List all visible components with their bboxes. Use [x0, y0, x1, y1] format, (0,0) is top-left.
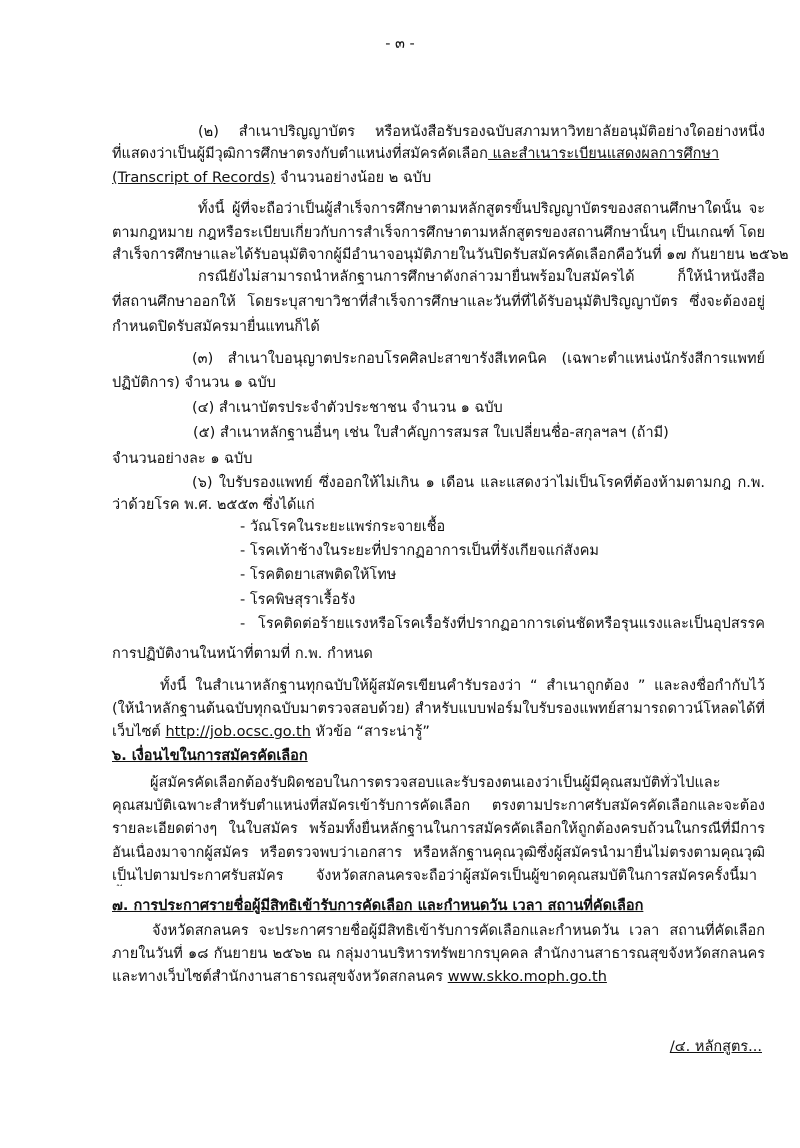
item-6-line: ว่าด้วยโรค พ.ศ. ๒๕๕๓ ซึ่งได้แก่	[112, 497, 315, 513]
text: และทางเว็บไซต์สำนักงานสาธารณสุขจังหวัดสกลนคร	[112, 969, 448, 985]
paragraph-line: จังหวัดสกลนคร จะประกาศรายชื่อผู้มีสิทธิเข้ารับการคัดเลือกและกำหนดวัน เวลา สถานที่คัดเลือก	[152, 923, 765, 939]
section-7-heading: ๗. การประกาศรายชื่อผู้มีสิทธิเข้ารับการคัดเลือก และกำหนดวัน เวลา สถานที่คัดเลือก	[112, 898, 644, 914]
paragraph-line: ที่สถานศึกษาออกให้ โดยระบุสาขาวิชาที่สำเร็จการศึกษาและวันที่ที่ได้รับอนุมัติปริญญาบัตร ซึ่งจะต้องอยู่	[112, 294, 765, 310]
paragraph-line: กรณียังไม่สามารถนำหลักฐานการศึกษาดังกล่าวมายื่นพร้อมใบสมัครได้ ก็ให้นำหนังสือ	[198, 269, 765, 285]
item-5-line: (๕) สำเนาหลักฐานอื่นๆ เช่น ใบสำคัญการสมรส ใบเปลี่ยนชื่อ-สกุลฯลฯ (ถ้ามี)	[193, 425, 669, 441]
disease-item-tail: การปฏิบัติงานในหน้าที่ตามที่ ก.พ. กำหนด	[112, 646, 373, 662]
item-3-line: ปฏิบัติการ) จำนวน ๑ ฉบับ	[112, 375, 276, 391]
paragraph-line: เป็นไปตามประกาศรับสมัคร จังหวัดสกลนครจะถือว่าผู้สมัครเป็นผู้ขาดคุณสมบัติในการสมัครครั้งนี้มา	[112, 868, 757, 884]
text: ที่แสดงว่าเป็นผู้มีวุฒิการศึกษาตรงกับตำแหน่งที่สมัครคัดเลือก	[112, 146, 488, 162]
paragraph-line: อันเนื่องมาจากผู้สมัคร หรือตรวจพบว่าเอกสาร หรือหลักฐานคุณวุฒิซึ่งผู้สมัครนำมายื่นไม่ตรงตามคุณวุฒิ	[112, 845, 765, 861]
paragraph-line: คุณสมบัติเฉพาะสำหรับตำแหน่งที่สมัครเข้ารับการคัดเลือก ตรงตามประกาศรับสมัครคัดเลือกและจะต้อง	[112, 798, 765, 814]
paragraph-line: ผู้สมัครคัดเลือกต้องรับผิดชอบในการตรวจสอบและรับรองตนเองว่าเป็นผู้มีคุณสมบัติทั่วไปและ	[150, 775, 721, 791]
text: หัวข้อ “สาระน่ารู้”	[310, 724, 430, 740]
paragraph-line: ทั้งนี้ ผู้ที่จะถือว่าเป็นผู้สำเร็จการศึกษาตามหลักสูตรขั้นปริญญาบัตรของสถานศึกษาใดนั้น จะ	[198, 201, 765, 217]
paragraph-line	[112, 967, 607, 987]
paragraph-line: สำเร็จการศึกษาและได้รับอนุมัติจากผู้มีอำนาจอนุมัติภายในวันปิดรับสมัครคัดเลือกคือวันที่ ๑๗ กันยายน ๒๕๖๒	[112, 247, 789, 263]
item-5-line: จำนวนอย่างละ ๑ ฉบับ	[112, 451, 253, 467]
text: เว็บไซต์	[112, 724, 166, 740]
paragraph-line: ตามกฎหมาย กฎหรือระเบียบเกี่ยวกับการสำเร็จการศึกษาตามหลักสูตรของสถานศึกษานั้นๆ เป็นเกณฑ์ โดย	[112, 225, 765, 241]
continuation-text: /๔. หลักสูตร...	[669, 1039, 762, 1055]
paragraph-line: ภายในวันที่ ๑๘ กันยายน ๒๕๖๒ ณ กลุ่มงานบริหารทรัพยากรบุคคล สำนักงานสาธารณสุขจังหวัดสกลนคร	[112, 946, 765, 962]
item-2-line	[112, 144, 719, 164]
paragraph-line: รายละเอียดต่างๆ ในใบสมัคร พร้อมทั้งยื่นหลักฐานในการสมัครคัดเลือกให้ถูกต้องครบถ้วนในกรณีที่มีการ	[112, 821, 765, 837]
transcript-label: (Transcript of Records)	[112, 170, 276, 186]
disease-item: - โรคติดยาเสพติดให้โทษ	[240, 567, 397, 583]
section-6-heading: ๖. เงื่อนไขในการสมัครคัดเลือก	[112, 748, 308, 764]
item-2-line	[112, 168, 431, 188]
item-2-line: (๒) สำเนาปริญญาบัตร หรือหนังสือรับรองฉบับสภามหาวิทยาลัยอนุมัติอย่างใดอย่างหนึ่ง	[198, 124, 765, 140]
disease-item: - โรคเท้าช้างในระยะที่ปรากฏอาการเป็นที่รังเกียจแก่สังคม	[240, 543, 599, 559]
paragraph-line: กำหนดปิดรับสมัครมายื่นแทนก็ได้	[112, 319, 320, 335]
note-line	[112, 722, 430, 742]
text: จำนวนอย่างน้อย ๒ ฉบับ	[275, 170, 432, 186]
page-number: - ๓ -	[385, 36, 415, 52]
ocsc-link[interactable]: http://job.ocsc.go.th	[165, 724, 311, 740]
item-4-line: (๔) สำเนาบัตรประจำตัวประชาชน จำนวน ๑ ฉบับ	[192, 400, 503, 416]
note-line: ทั้งนี้ ในสำเนาหลักฐานทุกฉบับให้ผู้สมัครเขียนคำรับรองว่า “ สำเนาถูกต้อง ” และลงชื่อกำกับไว้	[160, 678, 765, 694]
disease-item: - โรคติดต่อร้ายแรงหรือโรคเรื้อรังที่ปรากฏอาการเด่นชัดหรือรุนแรงและเป็นอุปสรรค	[240, 616, 765, 632]
item-6-line: (๖) ใบรับรองแพทย์ ซึ่งออกให้ไม่เกิน ๑ เดือน และแสดงว่าไม่เป็นโรคที่ต้องห้ามตามกฎ ก.พ.	[192, 475, 765, 491]
item-3-line: (๓) สำเนาใบอนุญาตประกอบโรคศิลปะสาขารังสีเทคนิค (เฉพาะตำแหน่งนักรังสีการแพทย์	[192, 351, 765, 367]
disease-item: - วัณโรคในระยะแพร่กระจายเชื้อ	[240, 519, 446, 535]
transcript-requirement: และสำเนาระเบียนแสดงผลการศึกษา	[487, 146, 720, 162]
skko-link[interactable]: www.skko.moph.go.th	[447, 969, 607, 985]
continuation-marker	[670, 1037, 762, 1057]
note-line: (ให้นำหลักฐานต้นฉบับทุกฉบับมาตรวจสอบด้วย) สำหรับแบบฟอร์มใบรับรองแพทย์สามารถดาวน์โหลดได้ที่	[112, 701, 765, 717]
disease-item: - โรคพิษสุราเรื้อรัง	[240, 592, 356, 608]
